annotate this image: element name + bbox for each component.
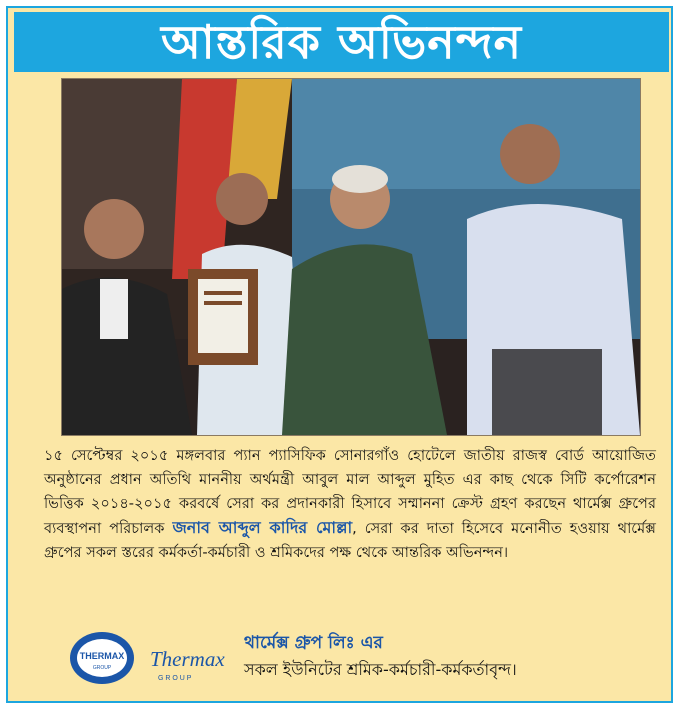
ceremony-photo-illustration	[62, 79, 640, 435]
headline-banner	[14, 12, 669, 72]
signature-block	[244, 630, 664, 684]
thermax-logo	[68, 628, 226, 688]
logo-badge-sub: GROUP	[92, 665, 112, 671]
signature-company: থার্মেক্স গ্রুপ লিঃ এর	[244, 633, 383, 653]
logo-wordmark: Thermax	[150, 647, 225, 671]
logo-badge-text: THERMAX	[79, 651, 125, 661]
caption-paragraph	[44, 444, 656, 565]
award-ceremony-photo	[61, 78, 641, 436]
advertisement-frame	[6, 6, 673, 703]
signature-employees: সকল ইউনিটের শ্রমিক-কর্মচারী-কর্মকর্তাবৃন্দ।	[244, 660, 517, 679]
logo-wordmark-sub: G R O U P	[158, 675, 192, 682]
highlighted-name: জনাব আব্দুল কাদির মোল্লা	[172, 518, 353, 537]
caption-text-after: , সেরা কর দাতা হিসেবে মনোনীত হওয়ায় থার্মেক্স গ্রুপের সকল স্তরের কর্মকর্তা-কর্মচারী ও শ্রমিকদের পক্ষ থেকে আন্তরিক অভিনন্দন।	[44, 520, 656, 561]
caption-text-before: ১৫ সেপ্টেম্বর ২০১৫ মঙ্গলবার প্যান প্যাসিফিক সোনারগাঁও হোটেলে জাতীয় রাজস্ব বোর্ড আয়োজিত অনুষ্ঠানের প্রধান অতিথি মাননীয় অর্থমন্ত্রী আবুল মাল আব্দুল মুহিত এর কাছ থেকে সিটি কর্পোরেশন ভিত্তিক ২০১৪-২০১৫ করবর্ষে সেরা কর প্রদানকারী হিসাবে সম্মাননা ক্রেস্ট গ্রহণ করছেন থার্মেক্স গ্রুপের ব্যবস্থাপনা পরিচালক	[44, 447, 656, 537]
thermax-logo-mark	[68, 628, 226, 688]
headline-title: আন্তরিক অভিনন্দন	[160, 15, 523, 69]
